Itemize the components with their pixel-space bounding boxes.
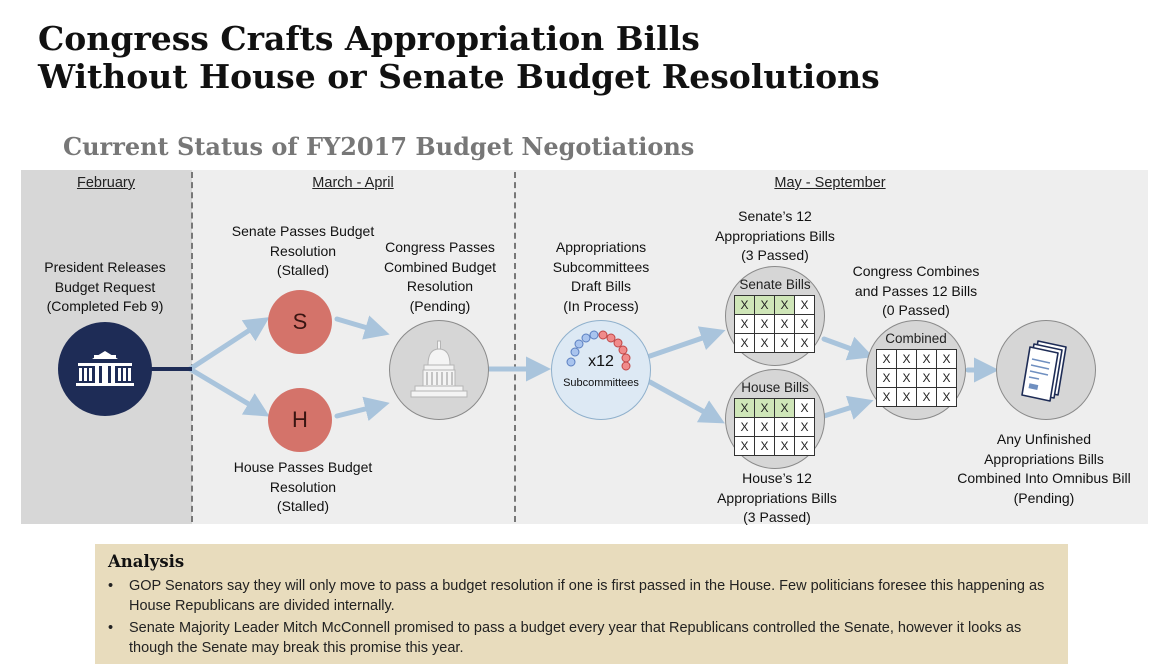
senate-resolution-status: (Stalled) bbox=[276, 262, 330, 278]
combined-resolution-label bbox=[368, 238, 512, 316]
arrow-house-to-combined bbox=[337, 405, 381, 416]
bill-cell: X bbox=[755, 334, 775, 353]
diagram-subtitle: Current Status of FY2017 Budget Negotiations bbox=[63, 132, 695, 161]
house-bills-label-line: Appropriations Bills bbox=[717, 489, 837, 506]
bill-cell: X bbox=[877, 350, 897, 369]
combined-bills-label bbox=[836, 262, 996, 321]
bill-cell-passed: X bbox=[735, 399, 755, 418]
president-node bbox=[58, 322, 152, 416]
bill-cell: X bbox=[897, 388, 917, 407]
president-status: (Completed Feb 9) bbox=[46, 298, 164, 314]
analysis-list bbox=[105, 576, 1055, 660]
combined-resolution-label-line: Combined Budget bbox=[383, 258, 497, 275]
bill-cell: X bbox=[735, 437, 755, 456]
title-line-1: Congress Crafts Appropriation Bills bbox=[38, 19, 700, 58]
subcommittee-caption: Subcommittees bbox=[563, 377, 639, 389]
arrow-to-house-bills bbox=[650, 382, 717, 419]
arrow-to-senate-resolution bbox=[190, 322, 262, 369]
subcommittees-label-line: Appropriations bbox=[555, 239, 647, 255]
bill-cell: X bbox=[735, 418, 755, 437]
senate-bills-label bbox=[695, 207, 855, 266]
document-stack-icon bbox=[1016, 337, 1076, 403]
senate-bills-caption: Senate Bills bbox=[739, 277, 811, 292]
subcommittees-node bbox=[551, 320, 651, 420]
arrow-to-house-resolution bbox=[190, 369, 262, 412]
bill-cell: X bbox=[937, 350, 957, 369]
arrow-house-bills-to-combined bbox=[824, 403, 865, 416]
arrow-senate-to-combined bbox=[337, 319, 381, 332]
house-resolution-node bbox=[268, 388, 332, 452]
house-bills-status: (3 Passed) bbox=[743, 509, 811, 525]
combined-bills-grid bbox=[876, 349, 957, 407]
house-bills-label-line: House’s 12 bbox=[742, 470, 812, 486]
senate-letter: S bbox=[292, 309, 308, 334]
president-label-line: Budget Request bbox=[54, 278, 156, 295]
omnibus-status: (Pending) bbox=[1013, 489, 1075, 506]
bill-grid-row bbox=[735, 334, 815, 353]
bill-grid-row bbox=[735, 399, 815, 418]
arrow-senate-bills-to-combined bbox=[824, 339, 865, 354]
bill-cell: X bbox=[917, 369, 937, 388]
bill-grid-row bbox=[735, 437, 815, 456]
bill-cell: X bbox=[795, 418, 815, 437]
bill-cell: X bbox=[937, 369, 957, 388]
house-resolution-status: (Stalled) bbox=[276, 498, 330, 514]
bill-cell-passed: X bbox=[775, 399, 795, 418]
phase-february: February bbox=[76, 175, 136, 191]
bill-cell: X bbox=[917, 388, 937, 407]
bill-cell-passed: X bbox=[775, 296, 795, 315]
senate-resolution-label-line: Resolution bbox=[269, 242, 337, 259]
bill-grid-row bbox=[877, 350, 957, 369]
bill-cell: X bbox=[795, 437, 815, 456]
bill-cell: X bbox=[795, 334, 815, 353]
house-resolution-label bbox=[219, 458, 387, 517]
president-label-line: President Releases bbox=[44, 259, 166, 275]
subcommittee-count: x12 bbox=[588, 353, 614, 370]
bill-cell: X bbox=[897, 350, 917, 369]
house-letter: H bbox=[292, 407, 308, 432]
bill-cell: X bbox=[897, 369, 917, 388]
bill-cell-passed: X bbox=[755, 399, 775, 418]
analysis-bullet: • Senate Majority Leader Mitch McConnell promised to pass a budget every year that Republicans controlled the Senate, however it looks as though the Senate may break this promise this year. bbox=[105, 618, 1055, 658]
bill-cell: X bbox=[775, 315, 795, 334]
omnibus-label bbox=[954, 430, 1134, 508]
bill-cell: X bbox=[775, 437, 795, 456]
house-resolution-label-line: House Passes Budget bbox=[233, 459, 373, 475]
bill-cell: X bbox=[775, 334, 795, 353]
bill-cell: X bbox=[755, 418, 775, 437]
analysis-box bbox=[95, 544, 1068, 664]
phase-may-september: May - September bbox=[774, 175, 886, 191]
bill-cell: X bbox=[877, 369, 897, 388]
president-label bbox=[30, 258, 180, 317]
bill-cell: X bbox=[917, 350, 937, 369]
senate-bills-label-line: Senate’s 12 bbox=[738, 208, 812, 224]
bill-cell: X bbox=[795, 296, 815, 315]
house-bills-caption: House Bills bbox=[741, 380, 809, 395]
house-bills-label bbox=[697, 469, 857, 528]
combined-bills-label-line: Congress Combines bbox=[852, 263, 980, 279]
subcommittees-label bbox=[531, 238, 671, 316]
capitol-dome-icon bbox=[409, 339, 469, 401]
bill-grid-row bbox=[735, 296, 815, 315]
bill-cell-passed: X bbox=[735, 296, 755, 315]
combined-bills-status: (0 Passed) bbox=[882, 302, 950, 318]
bill-grid-row bbox=[735, 315, 815, 334]
analysis-heading: Analysis bbox=[108, 552, 185, 571]
bill-grid-row bbox=[735, 418, 815, 437]
bill-cell: X bbox=[937, 388, 957, 407]
analysis-bullet: • GOP Senators say they will only move to pass a budget resolution if one is first passed in the House. Few politicians foresee this happening as House Republicans are divided internally. bbox=[105, 576, 1055, 616]
omnibus-label-line: Combined Into Omnibus Bill bbox=[957, 470, 1131, 486]
combined-resolution-label-line: Congress Passes bbox=[385, 239, 495, 255]
bill-cell: X bbox=[795, 399, 815, 418]
senate-bills-grid bbox=[734, 295, 815, 353]
house-resolution-label-line: Resolution bbox=[269, 478, 337, 495]
omnibus-label-line: Any Unfinished bbox=[996, 431, 1092, 447]
senate-bills-label-line: Appropriations Bills bbox=[715, 227, 835, 244]
arrow-to-senate-bills bbox=[650, 333, 717, 356]
phase-march-april: March - April bbox=[312, 175, 394, 191]
white-house-icon bbox=[74, 349, 136, 389]
subcommittees-label-line: Subcommittees bbox=[552, 258, 650, 275]
senate-resolution-node bbox=[268, 290, 332, 354]
combined-bills-caption: Combined bbox=[885, 331, 947, 346]
bill-cell: X bbox=[755, 315, 775, 334]
senate-resolution-label-line: Senate Passes Budget bbox=[231, 223, 375, 239]
bill-cell: X bbox=[755, 437, 775, 456]
combined-bills-label-line: and Passes 12 Bills bbox=[854, 282, 978, 299]
omnibus-node bbox=[996, 320, 1096, 420]
combined-resolution-node bbox=[389, 320, 489, 420]
house-bills-grid bbox=[734, 398, 815, 456]
subcommittees-status: (In Process) bbox=[563, 297, 639, 314]
bill-grid-row bbox=[877, 388, 957, 407]
combined-resolution-status: (Pending) bbox=[409, 297, 471, 314]
bill-cell: X bbox=[775, 418, 795, 437]
bill-cell: X bbox=[877, 388, 897, 407]
combined-resolution-label-line: Resolution bbox=[406, 278, 474, 294]
title-line-2: Without House or Senate Budget Resolutions bbox=[38, 57, 880, 96]
senate-resolution-label bbox=[219, 222, 387, 281]
bill-cell: X bbox=[735, 315, 755, 334]
bill-cell: X bbox=[735, 334, 755, 353]
senate-bills-status: (3 Passed) bbox=[741, 247, 809, 263]
subcommittees-label-line: Draft Bills bbox=[571, 278, 631, 294]
omnibus-label-line: Appropriations Bills bbox=[984, 450, 1104, 467]
bill-grid-row bbox=[877, 369, 957, 388]
bill-cell: X bbox=[795, 315, 815, 334]
bill-cell-passed: X bbox=[755, 296, 775, 315]
